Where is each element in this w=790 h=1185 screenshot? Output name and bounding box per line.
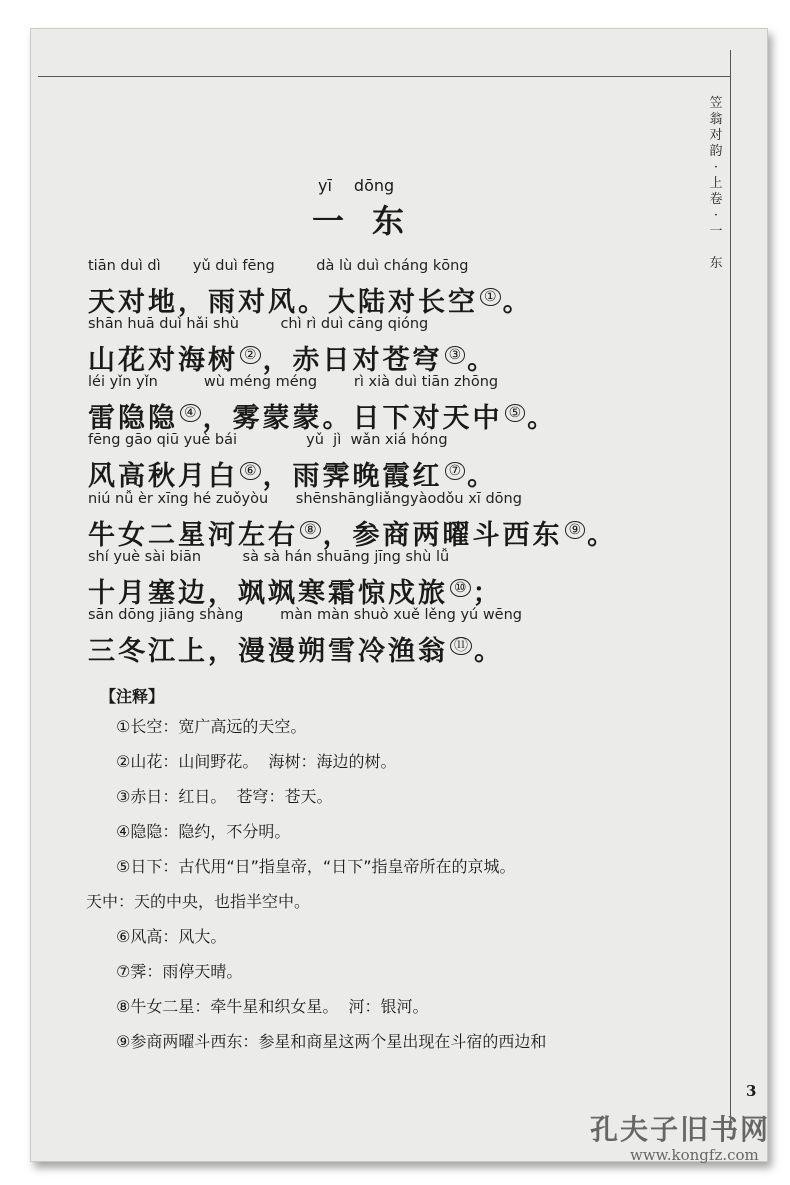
note-item: ③赤日：红日。 苍穹：苍天。 <box>116 787 333 806</box>
note-marker: ⑧ <box>300 521 321 539</box>
note-marker: ⑥ <box>240 462 261 480</box>
page-title: 一东 <box>312 202 433 240</box>
note-item-continuation: 天中：天的中央，也指半空中。 <box>86 892 311 911</box>
top-rule <box>38 76 730 77</box>
running-head: 笠 翁 对 韵 · 上 卷 · 一 东 <box>709 96 723 271</box>
note-item: ⑧牛女二星：牵牛星和织女星。 河：银河。 <box>116 997 429 1016</box>
verse-text: 雷隐隐 ④ ，雾蒙蒙。日下对天中 ⑤ 。 <box>88 403 558 434</box>
verse-pinyin: tiān duì dì yǔ duì fēng dà lù duì cháng kōng <box>88 258 469 274</box>
verse-line <box>88 374 688 436</box>
note-marker: ⑤ <box>505 404 526 422</box>
note-marker: ⑪ <box>450 637 472 655</box>
title-pinyin: yī dōng <box>318 176 395 195</box>
note-item: ④隐隐：隐约，不分明。 <box>116 822 291 841</box>
verse-pinyin: léi yǐn yǐn wù méng méng rì xià duì tiān zhōng <box>88 374 499 390</box>
verse-pinyin: shí yuè sài biān sà sà hán shuāng jīng shù lǚ <box>88 549 450 565</box>
watermark-url: www.kongfz.com <box>630 1146 759 1164</box>
page-number: 3 <box>746 1082 757 1100</box>
watermark-logo-text: 孔夫子旧书网 <box>590 1113 771 1146</box>
verse-text: 风高秋月白 ⑥ ，雨霁晚霞红 ⑦ 。 <box>88 461 498 492</box>
verse-line <box>88 549 688 611</box>
verse-line <box>88 258 688 320</box>
note-marker: ⑦ <box>445 462 466 480</box>
note-marker: ② <box>240 346 261 364</box>
note-marker: ③ <box>445 346 466 364</box>
note-item: ⑨参商两曜斗西东：参星和商星这两个星出现在斗宿的西边和 <box>116 1032 547 1051</box>
note-item: ⑥风高：风大。 <box>116 927 227 946</box>
verse-pinyin: fēng gāo qiū yuè bái yǔ jì wǎn xiá hóng <box>88 432 448 448</box>
side-rule <box>730 50 731 1130</box>
note-marker: ⑩ <box>450 579 471 597</box>
note-item: ②山花：山间野花。 海树：海边的树。 <box>116 752 397 771</box>
verse-text: 天对地，雨对风。大陆对长空 ① 。 <box>88 287 533 318</box>
note-item: ①长空：宽广高远的天空。 <box>116 717 307 736</box>
note-marker: ⑨ <box>565 521 586 539</box>
verse-pinyin: niú nǚ èr xīng hé zuǒyòu shēnshāngliǎngyàodǒu xī dōng <box>88 491 522 507</box>
site-watermark <box>590 1108 770 1164</box>
notes-heading: 【注释】 <box>100 687 165 706</box>
note-item: ⑦霁：雨停天晴。 <box>116 962 243 981</box>
verse-text: 山花对海树 ② ，赤日对苍穹 ③ 。 <box>88 345 498 376</box>
note-marker: ① <box>480 288 501 306</box>
verse-line <box>88 316 688 378</box>
verse-text: 十月塞边，飒飒寒霜惊戍旅 ⑩ ； <box>88 578 503 609</box>
verse-pinyin: shān huā duì hǎi shù chì rì duì cāng qióng <box>88 316 429 332</box>
verse-line <box>88 432 688 494</box>
verse-line <box>88 607 688 669</box>
verse-text: 三冬江上，漫漫朔雪冷渔翁 ⑪ 。 <box>88 636 504 667</box>
note-item: ⑤日下：古代用“日”指皇帝，“日下”指皇帝所在的京城。 <box>116 857 516 876</box>
verse-text: 牛女二星河左右 ⑧ ，参商两曜斗西东 ⑨ 。 <box>88 520 618 551</box>
notes-section <box>86 684 686 1067</box>
note-marker: ④ <box>180 404 201 422</box>
verse-line <box>88 491 688 553</box>
verse-pinyin: sān dōng jiāng shàng màn màn shuò xuě lěng yú wēng <box>88 607 523 623</box>
